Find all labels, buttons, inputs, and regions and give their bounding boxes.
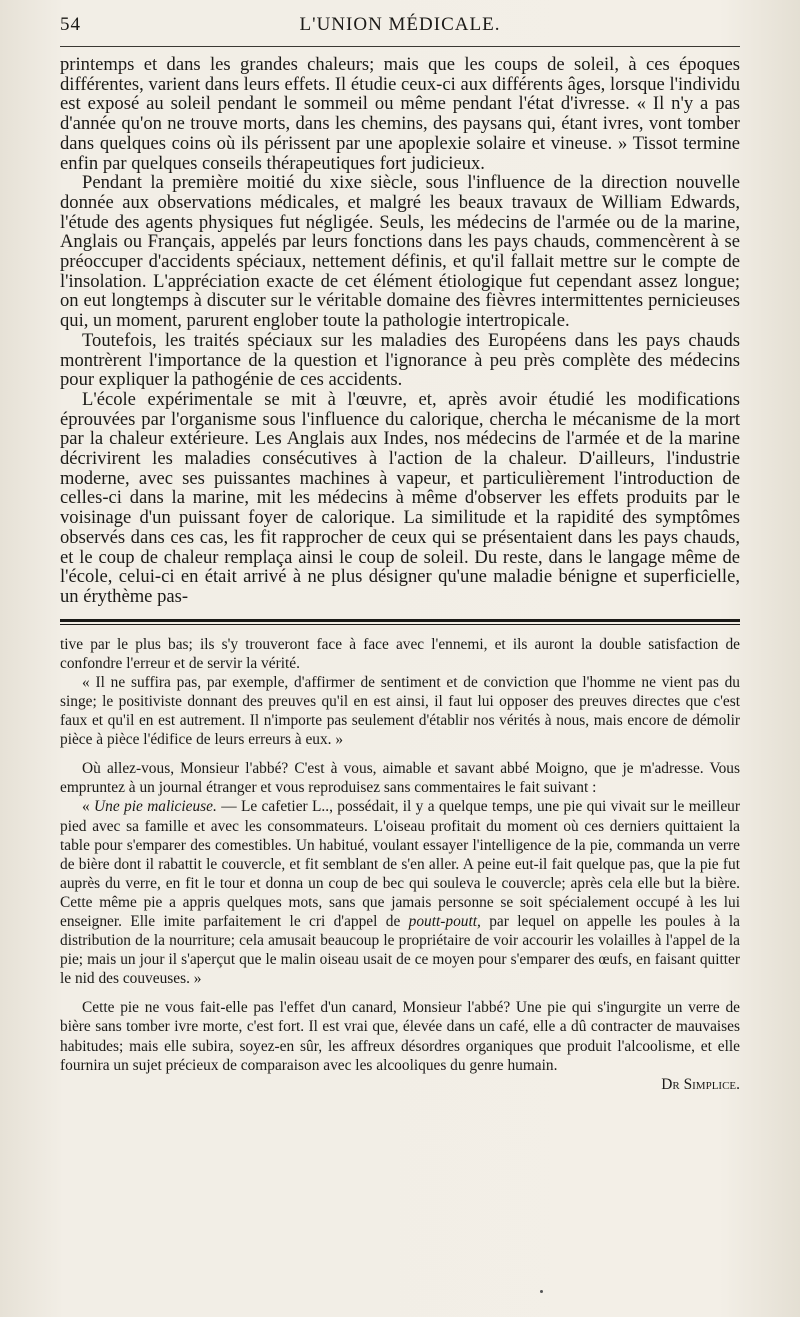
feuilleton-paragraph: Cette pie ne vous fait-elle pas l'effet d'un canard, Monsieur l'abbé? Une pie qui s'ingurgite un verre de bière sans tomber ivre morte, c'est fort. Il est vrai que, élevée dans un café, elle a dû contracter de mauvaises habitudes; mais elle subira, soyez-en sûr, les affreux désordres organiques que produit l'alcoolisme, et elle fournira un sujet précieux de comparaison avec les alcooliques du genre humain.: [60, 999, 740, 1074]
feuilleton-paragraph: « Il ne suffira pas, par exemple, d'affirmer de sentiment et de conviction que l'homme ne vient pas du singe; le positiviste donnant des preuves qu'il en est ainsi, il faut lui opposer des preuves directes que c'est faux et qu'il en est autrement. Il n'importe pas seulement d'établir nos vérités à nous, mais encore de démolir pièce à pièce l'édifice de leurs erreurs à eux. »: [60, 673, 740, 749]
feuilleton-paragraph: Où allez-vous, Monsieur l'abbé? C'est à vous, aimable et savant abbé Moigno, que je m'adresse. Vous empruntez à un journal étranger et vous reproduisez sans commentaires le fait suivant :: [60, 760, 740, 797]
header-rule: [60, 46, 740, 47]
article-paragraph: L'école expérimentale se mit à l'œuvre, et, après avoir étudié les modifications éprouvées par l'organisme sous l'influence du calorique, chercha le mécanisme de la mort par la chaleur extérieure. Les Anglais aux Indes, nos médecins de l'armée et de la marine décrivirent les maladies consécutives à l'action de la chaleur. D'ailleurs, l'industrie moderne, avec ses puissantes machines à vapeur, et particulièrement l'introduction de celles-ci dans la marine, mit les médecins à même d'observer les effets produits par le voisinage d'un puissant foyer de calorique. La similitude et la rapidité des symptômes observés dans ces cas, les fit rapprocher de ceux qui se présentaient dans les pays chauds, et le coup de chaleur remplaça ainsi le coup de soleil. Du reste, dans le langage même de l'école, celui-ci en était arrivé à ne plus désigner qu'une maladie bénigne et superficielle, un érythème pas-: [60, 388, 740, 607]
signature: Dr Simplice.: [661, 1075, 740, 1093]
quote-title: Une pie malicieuse.: [94, 798, 217, 816]
article-paragraph: printemps et dans les grandes chaleurs; mais que les coups de soleil, à ces époques différentes, varient dans leurs effets. Il étudie ceux-ci aux différents âges, lorsque l'individu est exposé au soleil pendant le sommeil ou même pendant l'état d'ivresse. « Il n'y a pas d'année qu'on ne trouve morts, dans les chemins, des paysans qui, étant ivres, vont tomber dans quelques coins où ils périssent par une apoplexie solaire et vineuse. » Tissot termine enfin par quelques conseils thérapeutiques fort judicieux.: [60, 54, 740, 174]
quote-call: poutt-poutt,: [408, 913, 481, 930]
main-article: [60, 55, 740, 607]
journal-title: L'UNION MÉDICALE.: [299, 14, 501, 35]
article-paragraph: Toutefois, les traités spéciaux sur les maladies des Européens dans les pays chauds montrèrent l'importance de la question et l'ignorance à peu près complète des médecins pour expliquer la pathogénie de ces accidents.: [60, 329, 740, 391]
ink-speck: [540, 1290, 543, 1293]
feuilleton-section: [60, 635, 740, 1094]
page-number: 54: [60, 14, 81, 35]
feuilleton-quote: [60, 797, 740, 988]
article-paragraph: Pendant la première moitié du xixe siècle, sous l'influence de la direction nouvelle donnée aux observations médicales, et malgré les beaux travaux de William Edwards, l'étude des agents physiques fut négligée. Seuls, les médecins de l'armée ou de la marine, Anglais ou Français, appelés par leurs fonctions dans les pays chauds, commencèrent à se préoccuper d'accidents spéciaux, nettement définis, et qu'il fallait mettre sur le compte de l'insolation. L'appréciation exacte de cet élément étiologique fut cependant assez longue; on eut longtemps à discuter sur le véritable domaine des fièvres intermittentes pernicieuses qui, un moment, parurent englober toute la pathologie intertropicale.: [60, 172, 740, 332]
feuilleton-paragraph: tive par le plus bas; ils s'y trouveront face à face avec l'ennemi, et ils auront la double satisfaction de confondre l'erreur et de servir la vérité.: [60, 635, 740, 672]
quote-tail: par lequel on appelle les poules à la distribution de la nourriture; cela amusait beaucoup le propriétaire de voir accourir les volailles à l'appel de la pie; mais un jour il s'aperçut que le malin oiseau usait de ce moyen pour s'emparer des œufs, en faisant quitter le nid des couveuses. »: [60, 913, 740, 988]
quote-body: — Le cafetier L.., possédait, il y a quelque temps, une pie qui vivait sur le meilleur pied avec sa famille et avec les consommateurs. L'oiseau profitait du moment où ces derniers quittaient la table pour s'emparer des comestibles. Un habitué, voulant essayer l'intelligence de la pie, commanda un verre de bière dont il rabattit le couvercle, et fit semblant de s'en aller. A peine eut-il fait quelque pas, que la pie fut auprès du verre, en fit le tour et donna un coup de bec qui souleva le couvercle; après cela elle but la bière. Cette même pie a appris quelques mots, sans que jamais personne se soit spécialement occupé à les lui enseigner. Elle imite parfaitement le cri d'appel de: [60, 798, 740, 930]
feuilleton-separator: [60, 619, 740, 625]
quote-open: «: [82, 798, 95, 816]
page-header: [60, 14, 740, 42]
